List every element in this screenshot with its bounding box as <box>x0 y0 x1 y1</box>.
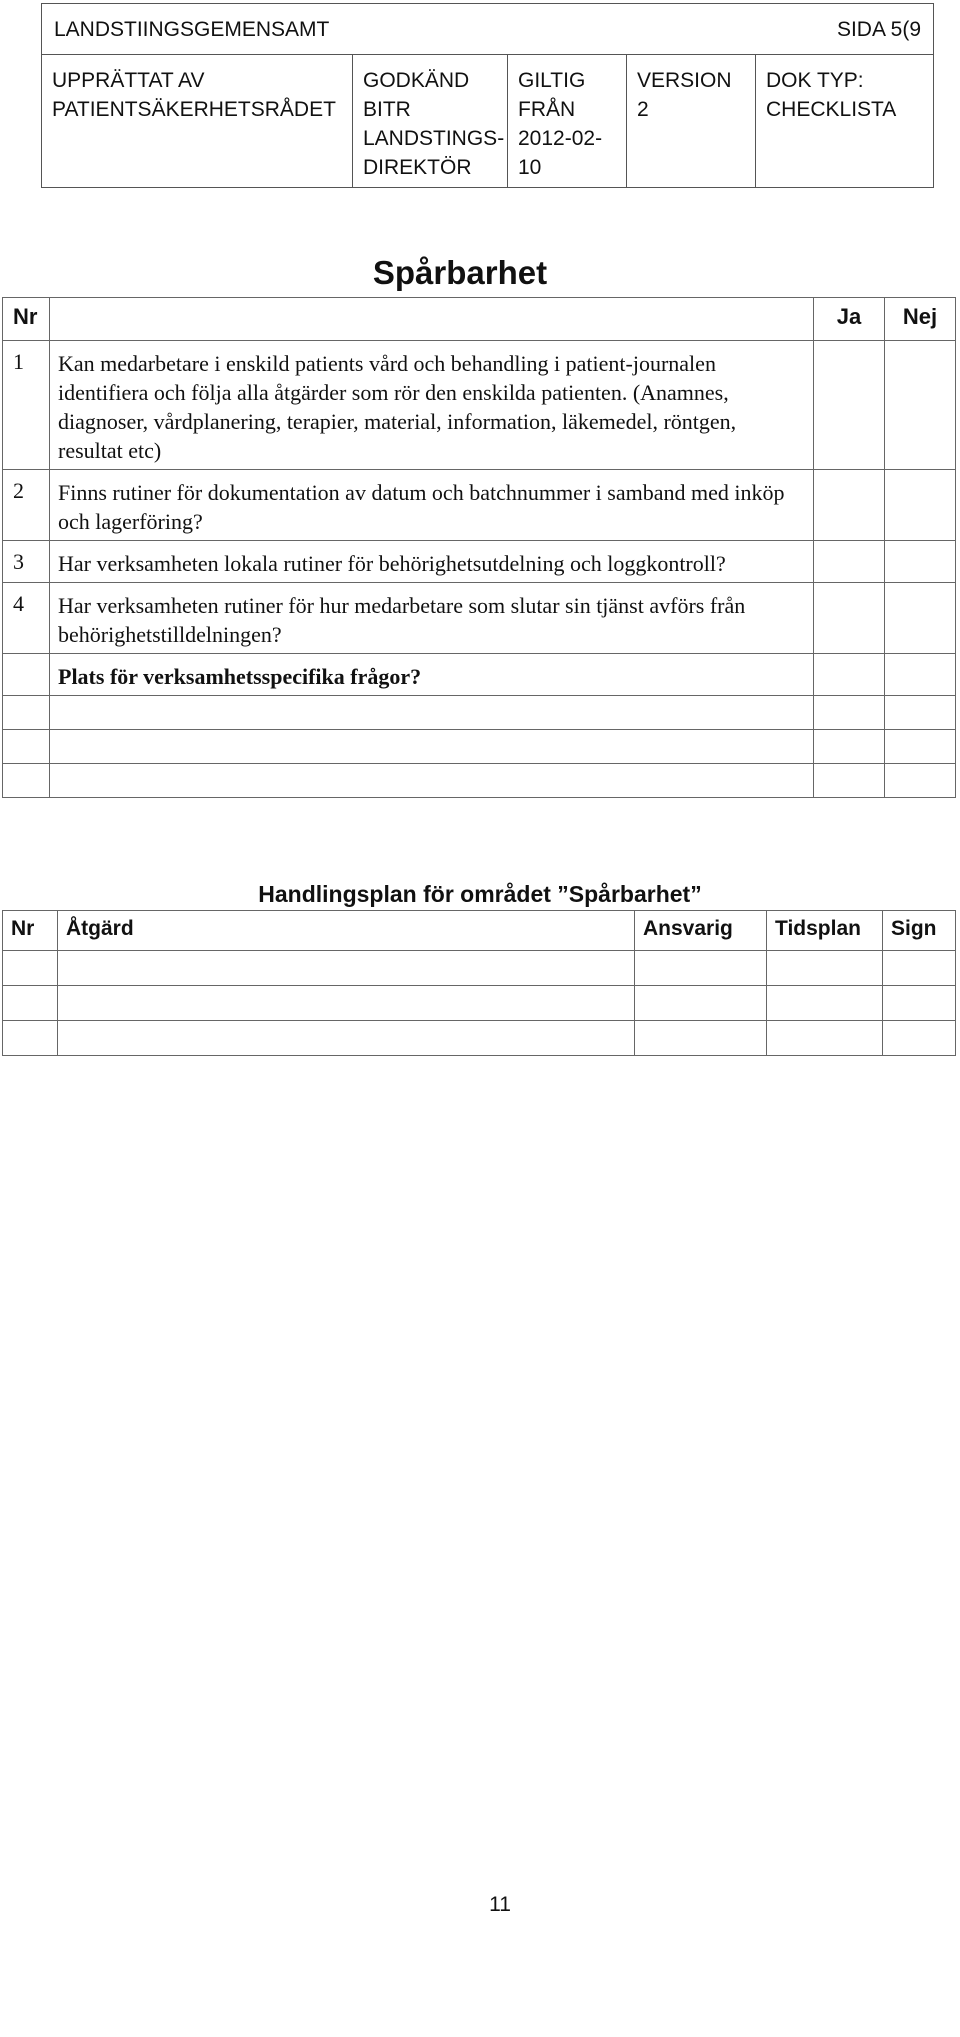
column-header-atgard: Åtgärd <box>58 911 635 951</box>
plan-nr-cell[interactable] <box>3 1021 58 1056</box>
row-number[interactable] <box>3 696 50 730</box>
answer-nej-cell[interactable] <box>885 583 956 654</box>
plan-sign-cell[interactable] <box>883 951 956 986</box>
plan-nr-cell[interactable] <box>3 986 58 1021</box>
answer-ja-cell[interactable] <box>814 470 885 541</box>
answer-nej-cell[interactable] <box>885 470 956 541</box>
row-number <box>3 654 50 696</box>
plan-nr-cell[interactable] <box>3 951 58 986</box>
column-header-nr: Nr <box>3 911 58 951</box>
table-row <box>3 696 956 730</box>
row-question[interactable] <box>50 696 814 730</box>
column-header-nej: Nej <box>885 298 956 341</box>
table-row <box>3 470 956 541</box>
plan-sign-cell[interactable] <box>883 1021 956 1056</box>
plan-header-row <box>3 911 956 951</box>
plan-tidsplan-cell[interactable] <box>767 1021 883 1056</box>
plan-ansvarig-cell[interactable] <box>635 986 767 1021</box>
answer-ja-cell[interactable] <box>814 583 885 654</box>
answer-nej-cell[interactable] <box>885 341 956 470</box>
row-question: Finns rutiner för dokumentation av datum och batchnummer i samband med inköp och lagerföring? <box>50 470 814 541</box>
column-header-ja: Ja <box>814 298 885 341</box>
column-header-question <box>50 298 814 341</box>
specific-questions-label: Plats för verksamhetsspecifika frågor? <box>50 654 814 696</box>
header-cell-valid-from: GILTIG FRÅN 2012-02- 10 <box>508 54 627 187</box>
row-number: 4 <box>3 583 50 654</box>
answer-ja-cell[interactable] <box>814 541 885 583</box>
table-row <box>3 764 956 798</box>
plan-ansvarig-cell[interactable] <box>635 1021 767 1056</box>
header-cell-version: VERSION 2 <box>627 54 756 187</box>
answer-nej-cell[interactable] <box>885 764 956 798</box>
header-info-row <box>42 54 933 187</box>
table-row <box>3 541 956 583</box>
plan-atgard-cell[interactable] <box>58 986 635 1021</box>
answer-ja-cell[interactable] <box>814 341 885 470</box>
page-title: Spårbarhet <box>372 254 548 291</box>
answer-nej-cell[interactable] <box>885 541 956 583</box>
row-question[interactable] <box>50 764 814 798</box>
checklist-table <box>2 297 956 798</box>
row-number: 2 <box>3 470 50 541</box>
page-number: 11 <box>489 1893 511 1916</box>
table-row <box>3 654 956 696</box>
row-question: Kan medarbetare i enskild patients vård och behandling i patient-journalen identifiera och följa alla åtgärder som rör den enskilda patienten. (Anamnes, diagnoser, vårdplanering, terapier, material, information, läkemedel, röntgen, resultat etc) <box>50 341 814 470</box>
row-question: Har verksamheten lokala rutiner för behörighetsutdelning och loggkontroll? <box>50 541 814 583</box>
header-top-row <box>42 4 933 55</box>
row-number: 3 <box>3 541 50 583</box>
answer-nej-cell[interactable] <box>885 730 956 764</box>
answer-ja-cell[interactable] <box>814 696 885 730</box>
plan-tidsplan-cell[interactable] <box>767 986 883 1021</box>
plan-atgard-cell[interactable] <box>58 1021 635 1056</box>
header-cell-approved: GODKÄND BITR LANDSTINGS- DIREKTÖR <box>353 54 508 187</box>
row-number[interactable] <box>3 730 50 764</box>
column-header-sign: Sign <box>883 911 956 951</box>
table-row <box>3 730 956 764</box>
action-plan-table <box>2 910 956 1056</box>
plan-sign-cell[interactable] <box>883 986 956 1021</box>
answer-ja-cell[interactable] <box>814 764 885 798</box>
answer-ja-cell[interactable] <box>814 730 885 764</box>
row-number[interactable] <box>3 764 50 798</box>
page-indicator: SIDA 5(9 <box>836 18 921 41</box>
checklist-header-row <box>3 298 956 341</box>
document-header <box>41 3 934 188</box>
answer-nej-cell[interactable] <box>885 696 956 730</box>
column-header-ansvarig: Ansvarig <box>635 911 767 951</box>
column-header-nr: Nr <box>3 298 50 341</box>
header-cell-doc-type: DOK TYP: CHECKLISTA <box>766 69 897 121</box>
answer-nej-cell[interactable] <box>885 654 956 696</box>
table-row <box>3 951 956 986</box>
table-row <box>3 583 956 654</box>
column-header-tidsplan: Tidsplan <box>767 911 883 951</box>
answer-ja-cell[interactable] <box>814 654 885 696</box>
table-row <box>3 986 956 1021</box>
plan-atgard-cell[interactable] <box>58 951 635 986</box>
row-question: Har verksamheten rutiner för hur medarbetare som slutar sin tjänst avförs från behörighetstilldelningen? <box>50 583 814 654</box>
header-cell-created-by: UPPRÄTTAT AV PATIENTSÄKERHETSRÅDET <box>42 54 353 187</box>
plan-ansvarig-cell[interactable] <box>635 951 767 986</box>
organization-name: LANDSTIINGSGEMENSAMT <box>54 18 330 41</box>
table-row <box>3 1021 956 1056</box>
plan-tidsplan-cell[interactable] <box>767 951 883 986</box>
action-plan-title: Handlingsplan för området ”Spårbarhet” <box>258 881 702 907</box>
table-row <box>3 341 956 470</box>
row-number: 1 <box>3 341 50 470</box>
row-question[interactable] <box>50 730 814 764</box>
